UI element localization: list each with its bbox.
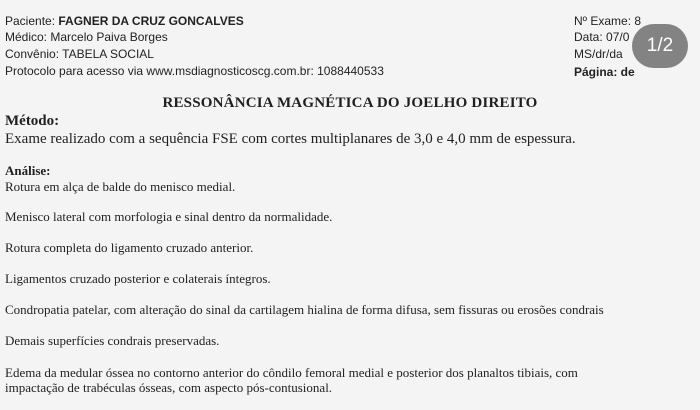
- finding-2: Menisco lateral com morfologia e sinal dentro da normalidade.: [5, 209, 333, 224]
- doctor-line: Médico: Marcelo Paiva Borges: [5, 30, 168, 44]
- exam-number: Nº Exame: 8: [574, 14, 642, 28]
- protocol-line: Protocolo para acesso via www.msdiagnosticoscg.com.br: 1088440533: [5, 64, 384, 78]
- patient-line: [5, 14, 244, 28]
- finding-1: Rotura em alça de balde do menisco medial.: [5, 179, 236, 194]
- finding-3: Rotura completa do ligamento cruzado anterior.: [5, 240, 254, 255]
- page-label: Página: de: [574, 65, 635, 79]
- patient-label: Paciente:: [5, 14, 59, 28]
- finding-5: Condropatia patelar, com alteração do sinal da cartilagem hialina de forma difusa, sem fissuras ou erosões condrais: [5, 302, 604, 317]
- insurance-line: Convênio: TABELA SOCIAL: [5, 47, 154, 61]
- finding-7: Edema da medular óssea no contorno anterior do côndilo femoral medial e posterior dos planaltos tibiais, com: [5, 365, 578, 380]
- analysis-heading: Análise:: [5, 163, 51, 178]
- exam-date: Data: 07/0: [574, 30, 630, 44]
- method-text: Exame realizado com a sequência FSE com cortes multiplanares de 3,0 e 4,0 mm de espessura.: [5, 131, 576, 147]
- finding-4: Ligamentos cruzado posterior e colaterais íntegros.: [5, 271, 271, 286]
- report-title: RESSONÂNCIA MAGNÉTICA DO JOELHO DIREITO: [162, 95, 538, 111]
- ms-dr-da: MS/dr/da: [574, 47, 623, 61]
- finding-6: Demais superfícies condrais preservadas.: [5, 333, 220, 348]
- page-indicator-badge: 1/2: [632, 24, 688, 68]
- method-heading: Método:: [5, 113, 60, 129]
- patient-name: FAGNER DA CRUZ GONCALVES: [58, 14, 244, 28]
- finding-7-continued: impactação de trabéculas ósseas, com aspecto pós-contusional.: [5, 380, 333, 395]
